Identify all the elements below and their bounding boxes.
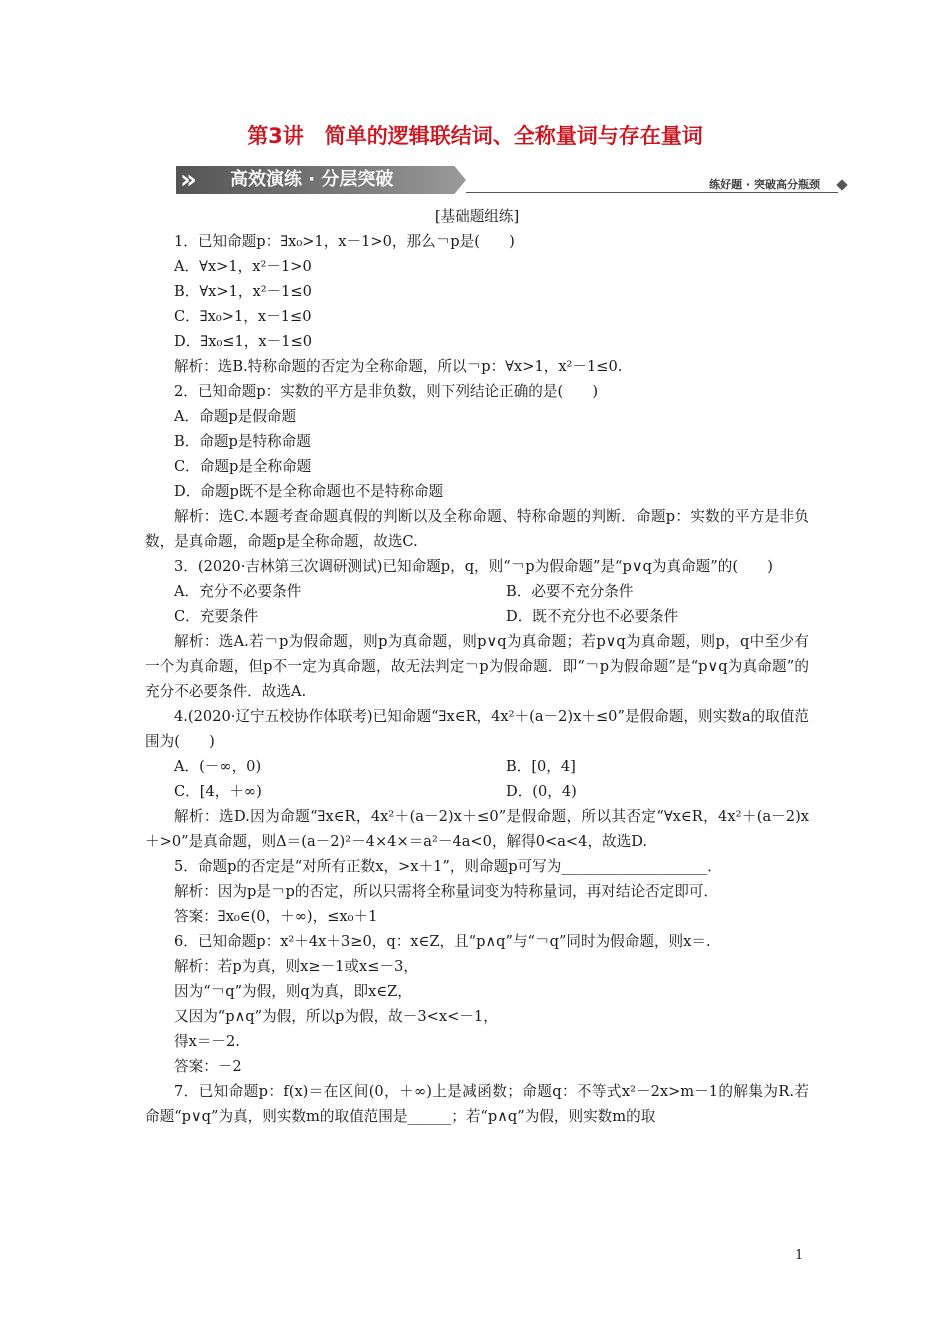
option-a: A．(－∞，0) (174, 758, 262, 775)
solution-5: 解析：因为p是￢p的否定，所以只需将全称量词变为特称量词，再对结论否定即可． (174, 883, 719, 900)
question-6: 6．已知命题p：x²＋4x＋3≥0，q：x∈Z，且“p∧q”与“￢q”同时为假命题，则x＝. (174, 933, 711, 950)
option-d: D．既不充分也不必要条件 (506, 608, 679, 625)
option-a: A．充分不必要条件 (174, 583, 302, 600)
solution-3: 解析：选A.若￢p为假命题，则p为真命题，则p∨q为真命题；若p∨q为真命题，则p，q中至少有一个为真命题，但p不一定为真命题，故无法判定￢p为假命题．即“￢p为假命题”是“p∨q为真命题”的充分不必要条件．故选A. (145, 633, 809, 700)
page-title: 第3讲 简单的逻辑联结词、全称量词与存在量词 (247, 124, 703, 148)
solution-6: 解析：若p为真，则x≥－1或x≤－3， (174, 958, 418, 975)
solution-6-line: 又因为“p∧q”为假，所以p为假，故－3<x<－1， (174, 1008, 498, 1025)
option-d: D．命题p既不是全称命题也不是特称命题 (174, 483, 444, 500)
option-b: B．必要不充分条件 (506, 583, 634, 600)
diamond-icon (836, 179, 847, 190)
option-a: A．∀x>1，x²－1>0 (174, 258, 312, 275)
page-number: 1 (795, 1248, 804, 1263)
option-b: B．[0，4] (506, 758, 576, 775)
solution-1: 解析：选B.特称命题的否定为全称命题，所以￢p：∀x>1，x²－1≤0. (174, 358, 623, 375)
option-row (145, 754, 809, 779)
option-row (145, 779, 809, 804)
question-1: 1．已知命题p：∃x₀>1，x－1>0，那么￢p是( ) (174, 233, 515, 250)
document-body (145, 204, 809, 1129)
option-c: C．命题p是全称命题 (174, 458, 312, 475)
solution-2: 解析：选C.本题考查命题真假的判断以及全称命题、特称命题的判断．命题p：实数的平方是非负数，是真命题，命题p是全称命题，故选C. (145, 508, 809, 550)
option-b: B．∀x>1，x²－1≤0 (174, 283, 312, 300)
solution-6-line: 因为“￢q”为假，则q为真，即x∈Z， (174, 983, 412, 1000)
answer-6: 答案：－2 (174, 1058, 242, 1075)
option-d: D．(0，4) (506, 783, 577, 800)
option-d: D．∃x₀≤1，x－1≤0 (174, 333, 313, 350)
option-a: A．命题p是假命题 (174, 408, 297, 425)
option-b: B．命题p是特称命题 (174, 433, 311, 450)
banner-divider (466, 192, 838, 193)
solution-6-line: 得x＝－2. (174, 1033, 240, 1050)
option-c: C．充要条件 (174, 608, 259, 625)
chevron-right-icon: » (180, 165, 191, 195)
option-c: C．[4，＋∞) (174, 783, 262, 800)
question-7: 7．已知命题p：f(x)＝在区间(0，＋∞)上是减函数；命题q：不等式x²－2x>m－1的解集为R.若命题“p∨q”为真，则实数m的取值范围是______；若“p∧q”为假，则实数m的取 (145, 1083, 809, 1125)
answer-5: 答案：∃x₀∈(0，＋∞)，≤x₀＋1 (174, 908, 378, 925)
section-heading: [基础题组练] (434, 208, 520, 225)
option-row (145, 604, 809, 629)
section-banner (176, 164, 846, 198)
question-3: 3．(2020·吉林第三次调研测试)已知命题p，q，则“￢p为假命题”是“p∨q为真命题”的( ) (174, 558, 773, 575)
solution-4: 解析：选D.因为命题“∃x∈R，4x²＋(a－2)x＋≤0”是假命题，所以其否定“∀x∈R，4x²＋(a－2)x＋>0”是真命题，则Δ＝(a－2)²－4×4×＝a²－4a<0，解得0<a<4，故选D. (145, 808, 809, 850)
question-2: 2．已知命题p：实数的平方是非负数，则下列结论正确的是( ) (174, 383, 599, 400)
option-c: C．∃x₀>1，x－1≤0 (174, 308, 312, 325)
banner-slogan: 练好题 · 突破高分瓶颈 (709, 178, 820, 191)
question-4: 4.(2020·辽宁五校协作体联考)已知命题“∃x∈R，4x²＋(a－2)x＋≤0”是假命题，则实数a的取值范围为( ) (145, 708, 809, 750)
banner-title: 高效演练 · 分层突破 (230, 169, 394, 190)
option-row (145, 579, 809, 604)
question-5: 5．命题p的否定是“对所有正数x，>x＋1”，则命题p可写为____________________． (174, 858, 722, 875)
